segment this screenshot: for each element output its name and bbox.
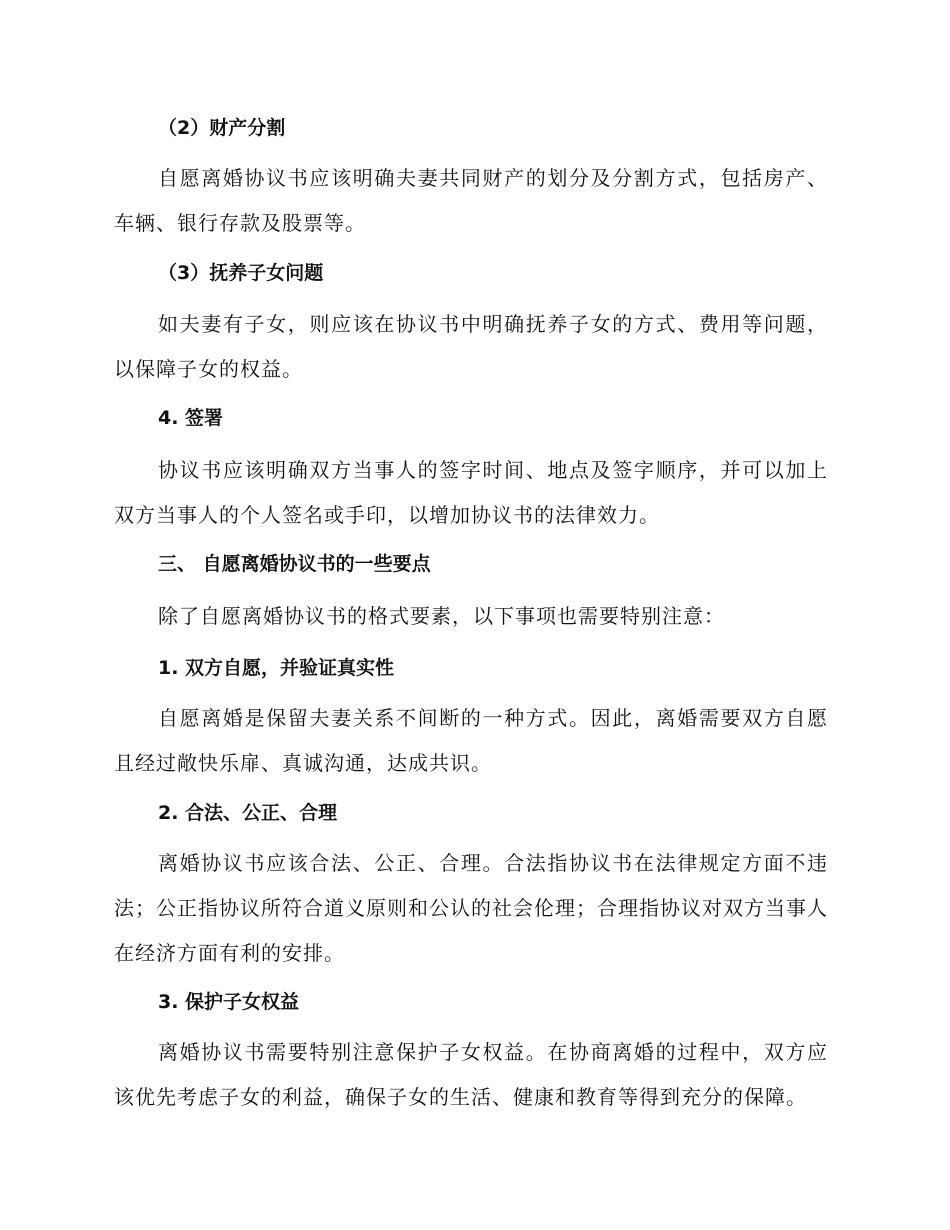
section-heading-child-rights: 3. 保护子女权益 [158,991,300,1013]
section-heading-property-division: （2）财产分割 [158,117,286,139]
section-heading-key-points: 三、 自愿离婚协议书的一些要点 [158,553,431,575]
paragraph-child-custody: 如夫妻有子女，则应该在协议书中明确抚养子女的方式、费用等问题，以保障子女的权益。 [114,312,828,381]
paragraph-legal-fair: 离婚协议书应该合法、公正、合理。合法指协议书在法律规定方面不违法；公正指协议所符合道义原则和公认的社会伦理；合理指协议对双方当事人在经济方面有利的安排。 [114,851,828,965]
section-heading-legal-fair: 2. 合法、公正、合理 [158,802,338,824]
section-heading-signing: 4. 签署 [158,407,224,429]
paragraph-child-rights: 离婚协议书需要特别注意保护子女权益。在协商离婚的过程中，双方应该优先考虑子女的利益，确保子女的生活、健康和教育等得到充分的保障。 [114,1040,828,1109]
paragraph-property-division: 自愿离婚协议书应该明确夫妻共同财产的划分及分割方式，包括房产、车辆、银行存款及股票等。 [114,166,828,235]
section-heading-mutual-consent: 1. 双方自愿，并验证真实性 [158,657,395,679]
paragraph-signing: 协议书应该明确双方当事人的签字时间、地点及签字顺序，并可以加上双方当事人的个人签名或手印，以增加协议书的法律效力。 [114,458,828,527]
paragraph-key-points-intro: 除了自愿离婚协议书的格式要素，以下事项也需要特别注意： [158,604,725,628]
section-heading-child-custody: （3）抚养子女问题 [158,262,324,284]
paragraph-mutual-consent: 自愿离婚是保留夫妻关系不间断的一种方式。因此，离婚需要双方自愿且经过敞快乐扉、真诚沟通，达成共识。 [114,706,828,775]
